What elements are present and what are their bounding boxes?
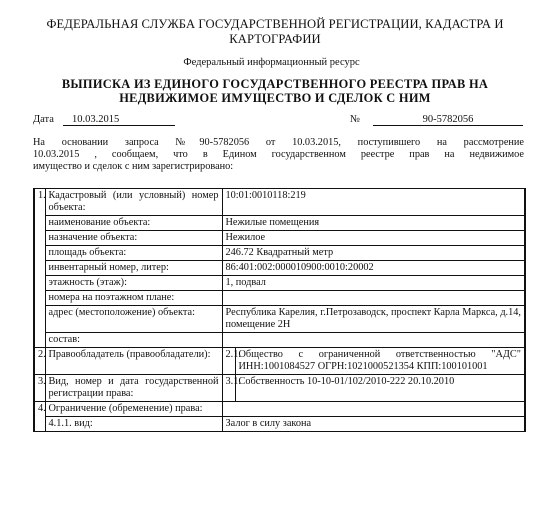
intro-line-1: На основании запроса №90-5782056 от 10.03.2015, поступившего на рассмотрение	[33, 137, 524, 148]
section-number: 4.	[34, 402, 45, 432]
row-label: площадь объекта:	[45, 246, 222, 261]
row-value	[222, 291, 525, 306]
number-label: №	[350, 114, 361, 125]
table-row	[34, 375, 525, 402]
row-label: Правообладатель (правообладатели):	[45, 348, 222, 375]
row-label: инвентарный номер, литер:	[45, 261, 222, 276]
row-value: Собственность 10-10-01/102/2010-222 20.10.2010	[235, 375, 525, 402]
row-value	[222, 333, 525, 348]
resource-label: Федеральный информационный ресурс	[183, 57, 360, 68]
table-row	[34, 291, 525, 306]
date-number-line	[33, 114, 523, 130]
date-label: Дата	[33, 114, 54, 125]
table-row	[34, 246, 525, 261]
table-row	[34, 276, 525, 291]
row-value: Общество с ограниченной ответственностью "АДС" ИНН:1001084527 ОГРН:1021000521354 КПП:100101001	[235, 348, 525, 375]
intro-line-2: 10.03.2015 , сообщаем, что в Едином государственном реестре прав на недвижимое	[33, 149, 524, 160]
row-label: адрес (местоположение) объекта:	[45, 306, 222, 333]
table-row	[34, 216, 525, 231]
row-value: Республика Карелия, г.Петрозаводск, проспект Карла Маркса, д.14, помещение 2Н	[222, 306, 525, 333]
subsection-number: 3.1.	[222, 375, 235, 402]
row-value: 86:401:002:000010900:0010:20002	[222, 261, 525, 276]
row-value: 1, подвал	[222, 276, 525, 291]
row-value	[222, 402, 525, 417]
subsection-label: вид:	[74, 418, 93, 429]
document-title	[40, 77, 510, 105]
row-label: номера на поэтажном плане:	[45, 291, 222, 306]
row-value: 246.72 Квадратный метр	[222, 246, 525, 261]
agency-header	[30, 17, 520, 47]
subsection-number: 4.1.1.	[48, 418, 72, 429]
section-number: 1.	[34, 189, 45, 348]
row-value: 10:01:0010118:219	[222, 189, 525, 216]
row-label	[45, 417, 222, 432]
row-label: Вид, номер и дата государственной регистрации права:	[45, 375, 222, 402]
table-row	[34, 333, 525, 348]
date-value: 10.03.2015	[63, 114, 175, 126]
table-row	[34, 231, 525, 246]
section-number: 2.	[34, 348, 45, 375]
intro-paragraph	[33, 137, 524, 173]
agency-line-2: КАРТОГРАФИИ	[229, 32, 321, 46]
row-value: Нежилые помещения	[222, 216, 525, 231]
table-row	[34, 348, 525, 375]
number-value: 90-5782056	[373, 114, 523, 126]
row-label: Кадастровый (или условный) номер объекта:	[45, 189, 222, 216]
table-row	[34, 417, 525, 432]
subsection-number: 2.1.	[222, 348, 235, 375]
section-number: 3.	[34, 375, 45, 402]
agency-line-1: ФЕДЕРАЛЬНАЯ СЛУЖБА ГОСУДАРСТВЕННОЙ РЕГИСТРАЦИИ, КАДАСТРА И	[46, 17, 504, 31]
title-line-1: ВЫПИСКА ИЗ ЕДИНОГО ГОСУДАРСТВЕННОГО РЕЕСТРА ПРАВ НА	[61, 77, 489, 91]
title-line-2: НЕДВИЖИМОЕ ИМУЩЕСТВО И СДЕЛОК С НИМ	[119, 91, 431, 105]
table-row	[34, 189, 525, 216]
table-row	[34, 402, 525, 417]
row-value: Нежилое	[222, 231, 525, 246]
registry-table	[33, 188, 526, 432]
row-value: Залог в силу закона	[222, 417, 525, 432]
table-row	[34, 306, 525, 333]
table-row	[34, 261, 525, 276]
intro-line-3: имущество и сделок с ним зарегистрировано:	[33, 161, 234, 172]
row-label: этажность (этаж):	[45, 276, 222, 291]
row-label: назначение объекта:	[45, 231, 222, 246]
row-label: состав:	[45, 333, 222, 348]
row-label: Ограничение (обременение) права:	[45, 402, 222, 417]
row-label: наименование объекта:	[45, 216, 222, 231]
